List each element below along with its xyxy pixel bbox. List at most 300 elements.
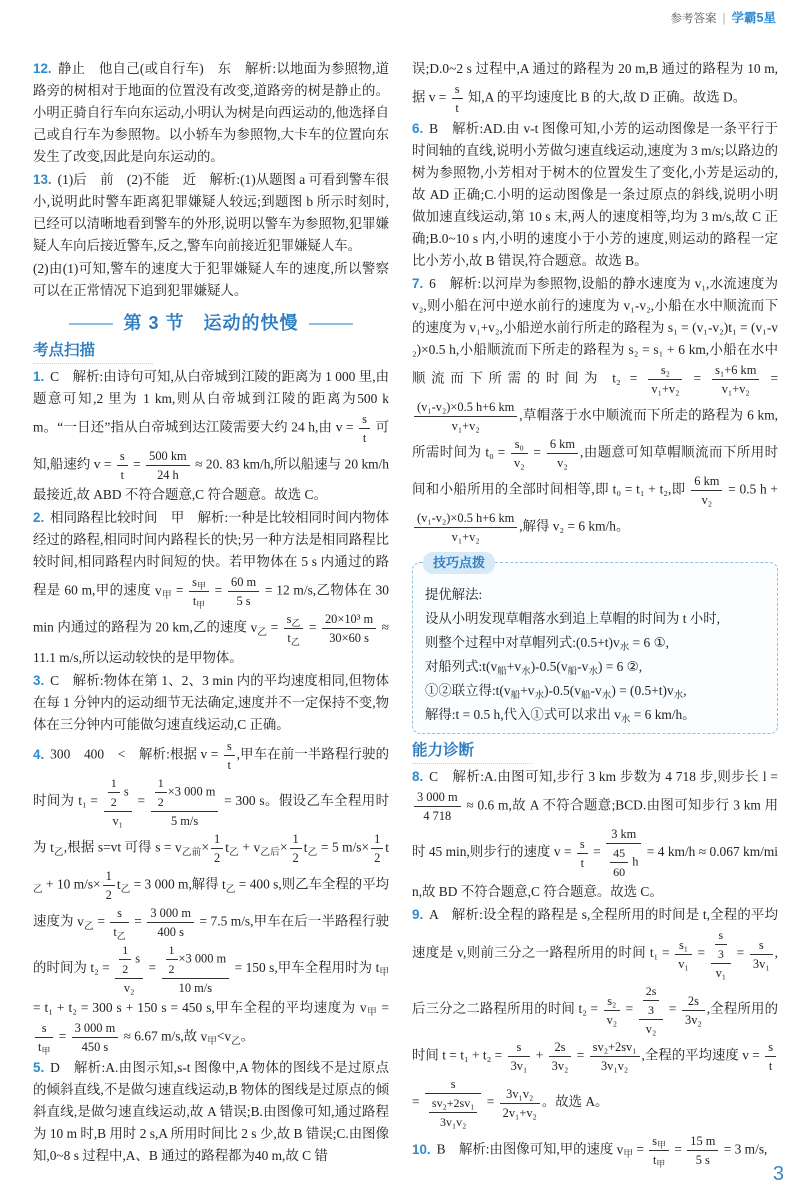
fraction-numerator xyxy=(322,611,376,629)
fraction-denominator xyxy=(577,854,588,871)
text-run: 5 s xyxy=(236,594,251,608)
answer-item xyxy=(33,737,389,1056)
fraction-numerator xyxy=(750,937,773,955)
question-number: 10. xyxy=(412,1141,431,1157)
text-run: ,全程所用的时间 t = t₁ + t₂ = xyxy=(412,1001,779,1063)
text-run: 500 km xyxy=(149,449,187,463)
symbol: $t_乙$ xyxy=(225,839,239,858)
fraction xyxy=(508,1039,531,1074)
fraction-denominator xyxy=(429,1113,477,1130)
text-run: 相同路程比较时间 甲 解析:一种是比较相同时间内物体经过的路程,相同时间内路程长的快;另一种方法是相同路程比较时间,相同路程内时间短的快。若甲物体在 5 s 内通过的路程是 60 m,甲的速度 xyxy=(33,510,389,598)
fraction xyxy=(549,1039,572,1074)
fraction xyxy=(606,826,641,880)
text-run: ①②联立得:t( xyxy=(425,683,504,698)
fraction xyxy=(115,942,143,996)
text-run: = xyxy=(412,1094,423,1110)
text-run: 1 xyxy=(214,832,221,846)
question-number: 4. xyxy=(33,746,45,762)
subscript: 甲 xyxy=(656,1159,666,1169)
text-run: 6 km xyxy=(549,437,575,451)
symbol: $t_乙$ xyxy=(50,839,64,858)
fraction-numerator xyxy=(414,399,517,417)
text-run: 3v₁ xyxy=(752,956,770,971)
text-run: 15 m xyxy=(690,1134,716,1148)
text-run: s₁ xyxy=(678,937,689,952)
text-run: = 5 m/s× xyxy=(317,839,370,855)
text-run: ,根据 s=vt 可得 s = xyxy=(63,839,175,855)
subscript: 甲 xyxy=(196,581,206,591)
tip-box xyxy=(412,555,778,734)
text-run: 3v₁v₂ xyxy=(600,1059,629,1073)
fraction xyxy=(359,411,370,446)
fraction xyxy=(211,831,223,866)
text-run: 设从小明发现草帽落水到追上草帽的时间为 t 小时, xyxy=(425,611,720,626)
symbol: $v_船$ xyxy=(560,659,578,677)
subscript: 乙 xyxy=(290,637,300,647)
subscript: 船 xyxy=(567,666,578,677)
fraction-numerator xyxy=(284,611,304,629)
fraction-numerator xyxy=(371,831,383,849)
text-run: s xyxy=(758,937,764,952)
subscript: 乙 xyxy=(120,883,131,895)
fraction xyxy=(675,937,692,972)
answer-item xyxy=(33,507,389,669)
text-run: v₂ xyxy=(606,1012,618,1027)
text-run: s xyxy=(768,1040,774,1054)
text-run: = xyxy=(761,370,779,386)
text-run: = 6 km/h。 xyxy=(630,707,696,722)
subscript: 甲 xyxy=(196,600,206,610)
fraction xyxy=(162,942,230,996)
fraction xyxy=(429,1095,477,1130)
symbol: $v_乙$ xyxy=(77,913,94,932)
text-run: + 10 m/s× xyxy=(42,876,101,892)
symbol: $t_甲$ xyxy=(375,960,390,979)
text-run: )-0.5( xyxy=(544,683,575,698)
text-run: 2s xyxy=(554,1040,566,1054)
fraction xyxy=(147,905,194,940)
tip-line xyxy=(425,607,767,631)
tip-line xyxy=(425,631,767,655)
fraction-denominator xyxy=(604,1011,621,1028)
text-run: s xyxy=(41,1021,47,1035)
text-run: = xyxy=(172,582,188,598)
text-run: s xyxy=(516,1040,522,1054)
text-run: = xyxy=(671,1141,686,1157)
subscript: 乙 xyxy=(225,883,236,895)
subsection-heading: 考点扫描 xyxy=(33,340,153,364)
text-run: (2)由(1)可知,警车的速度大于犯罪嫌疑人车的速度,所以警察可以在正常情况下追到犯罪嫌疑人。 xyxy=(33,261,389,298)
fraction xyxy=(639,983,664,1037)
fraction-numerator xyxy=(549,1039,572,1057)
fraction-numerator xyxy=(765,1039,776,1057)
subscript: 水 xyxy=(521,666,531,677)
fraction xyxy=(414,399,517,434)
fraction-denominator xyxy=(648,380,682,397)
fraction-numerator xyxy=(712,362,759,380)
fraction-denominator xyxy=(414,417,517,434)
fraction-numerator xyxy=(604,993,621,1011)
text-run: = 12 m/s,乙物体在 30 min 内通过的路程为 20 km,乙的速度 xyxy=(33,582,390,635)
text-run: t xyxy=(120,468,125,482)
text-run: 2 xyxy=(292,851,299,865)
fraction-numerator xyxy=(147,905,194,923)
text-run: v₂ xyxy=(514,456,525,470)
fraction xyxy=(104,775,132,829)
fraction-numerator xyxy=(715,927,727,945)
answer-item xyxy=(412,118,778,272)
answer-item xyxy=(412,766,778,903)
fraction xyxy=(712,362,759,397)
subscript: 水 xyxy=(534,690,545,701)
fraction-denominator xyxy=(452,99,463,116)
text-run: + xyxy=(520,683,528,698)
fraction-numerator xyxy=(228,574,259,592)
fraction xyxy=(119,942,131,977)
text-run: - xyxy=(577,659,582,674)
text-run: ,全程的平均速度 v = xyxy=(641,1047,764,1063)
text-run: = xyxy=(684,370,711,386)
symbol: $t_甲$ xyxy=(192,594,206,610)
text-run: sv₂+2sv₁ xyxy=(431,1096,475,1110)
subscript: 乙 xyxy=(116,931,126,941)
fraction-numerator xyxy=(224,738,235,756)
answer-paragraph xyxy=(33,258,389,302)
text-run: ,由题意可知草帽顺流而下所用时间和小船所用的全部时间相等,即 t₀ = t₁ + t₂,即 xyxy=(412,444,778,497)
subscript: 乙 xyxy=(228,846,239,858)
text-run: s xyxy=(117,906,122,920)
text-run: s xyxy=(450,1077,456,1091)
subscript: 水 xyxy=(588,666,598,677)
symbol: $v_船$ xyxy=(490,659,507,677)
text-run: = xyxy=(589,844,605,860)
text-run: 24 h xyxy=(157,468,179,482)
text-run: = 150 s,甲车全程用时为 xyxy=(231,960,376,976)
text-run: s xyxy=(718,928,724,942)
text-run: (1)后 前 (2)不能 近 解析:(1)从题图 a 可看到警车很小,说明此时警车距离犯罪嫌疑人较远;到题图 b 所示时刻时,已经可以清晰地看到警车的外形,说明以警车为参照物,犯罪嫌疑人车向后接近警车,反之,警车向前接近犯罪嫌疑人车。 xyxy=(33,172,389,253)
text-run: = xyxy=(633,1141,648,1157)
answer-item xyxy=(33,58,389,168)
fraction-denominator xyxy=(643,1001,660,1018)
fraction xyxy=(166,942,178,977)
fraction xyxy=(610,845,628,880)
question-number: 5. xyxy=(33,1060,45,1075)
text-run: t xyxy=(580,855,585,870)
fraction xyxy=(715,927,727,962)
answer-item xyxy=(412,904,778,1131)
symbol: $t_甲$ xyxy=(652,1153,666,1169)
fraction-denominator xyxy=(691,491,722,508)
question-number: 1. xyxy=(33,369,45,384)
text-run: v₂ xyxy=(701,493,713,507)
fraction-numerator xyxy=(146,448,190,466)
fraction xyxy=(711,927,731,981)
text-run: 。 xyxy=(240,1028,255,1044)
text-run: 3 000 m xyxy=(74,1021,116,1035)
fraction-numerator xyxy=(429,1095,477,1113)
subscript: 水 xyxy=(601,690,612,701)
text-run: ×3 000 m xyxy=(167,784,216,799)
fraction-numerator xyxy=(682,993,705,1011)
left-column xyxy=(33,58,389,1186)
fraction-numerator xyxy=(162,942,230,979)
text-run: s₂ xyxy=(660,363,670,377)
fraction-denominator xyxy=(549,1057,572,1074)
text-run: 6 km xyxy=(694,474,720,488)
fraction-denominator xyxy=(750,955,773,972)
answer-item xyxy=(412,273,778,546)
fraction xyxy=(750,937,773,972)
fraction xyxy=(452,81,463,116)
text-run: 2s xyxy=(645,984,657,998)
symbol: $v_甲$ xyxy=(200,1028,217,1047)
text-run: v₁ xyxy=(715,966,727,980)
text-run: + xyxy=(506,659,515,674)
text-run: B 解析:AD.由 v-t 图像可知,小芳的运动图像是一条平行于时间轴的直线,说明小芳做匀速直线运动,速度为 3 m/s;以路边的树为参照物,小芳相对于树木的位置发生了变化,小芳是运动的,故 AD 正确;C.小明的运动图像是一条过原点的斜线,说明小明做加速直线运动,第 10 s 末,两人的速度相等,均为 3 m/s,故 C 正确;B.0~10 s 内,小明的速度小于小芳的速度,则运动的路程一定比小芳小,故 B 错误,符合题意。故选 B。 xyxy=(412,121,778,268)
text-run: 2 xyxy=(214,851,221,865)
symbol: $s_甲$ xyxy=(652,1134,666,1150)
fraction-denominator xyxy=(590,1057,640,1074)
symbol: $v_甲$ xyxy=(154,582,173,601)
text-run: 1 xyxy=(157,776,164,790)
text-run: C 解析:由诗句可知,从白帝城到江陵的距离为 1 000 里,由题意可知,2 里为 1 km,则从白帝城到江陵的距离为500 km。“一日还”指从白帝城到达江陵需要大约 24 h,由 v = xyxy=(33,369,389,435)
fraction-numerator xyxy=(711,927,731,964)
fraction-numerator xyxy=(452,81,463,99)
text-run: s xyxy=(132,951,141,966)
tip-line xyxy=(425,655,767,679)
subscript: 甲 xyxy=(623,1148,633,1160)
symbol: $s_甲$ xyxy=(192,575,206,591)
text-run: 5 s xyxy=(695,1153,710,1167)
text-run: h xyxy=(629,854,639,869)
fraction-denominator xyxy=(639,1020,664,1037)
question-number: 13. xyxy=(33,172,52,187)
text-run: < xyxy=(216,1028,225,1044)
fraction-denominator xyxy=(35,1038,53,1055)
tip-line xyxy=(425,679,767,703)
text-run: = 3 000 m,解得 xyxy=(130,876,223,892)
fraction-denominator xyxy=(146,466,190,483)
fraction-denominator xyxy=(371,849,383,866)
text-run: 30×60 s xyxy=(329,631,369,645)
text-run: = xyxy=(129,456,145,472)
text-run: t xyxy=(455,101,459,115)
fraction xyxy=(682,993,705,1028)
subscript: 乙 xyxy=(53,846,64,858)
text-run: 3v₁ xyxy=(510,1059,528,1073)
fraction xyxy=(500,1086,540,1121)
subscript: 乙后 xyxy=(260,846,280,858)
symbol: $t_乙$ xyxy=(287,631,300,647)
fraction-denominator xyxy=(414,807,461,824)
fraction xyxy=(687,1133,718,1168)
text-run: = xyxy=(622,1001,637,1017)
text-run: 2 xyxy=(168,962,175,976)
text-run: 2 xyxy=(122,962,129,976)
fraction-numerator xyxy=(119,942,131,960)
fraction-numerator xyxy=(155,775,167,793)
subscript: 甲 xyxy=(366,1007,378,1018)
fraction xyxy=(604,993,621,1028)
text-run: v₂ xyxy=(123,981,135,995)
fraction-numerator xyxy=(606,826,641,844)
fraction xyxy=(371,831,383,866)
fraction xyxy=(590,1039,640,1074)
fraction-denominator xyxy=(290,849,302,866)
text-run: + xyxy=(238,839,254,855)
text-run: = xyxy=(377,1000,390,1015)
text-run: 3v₁v₂ xyxy=(439,1115,467,1129)
symbol: $v_甲$ xyxy=(616,1141,633,1160)
text-run: 解得:t = 0.5 h,代入①式可以求出 xyxy=(425,707,615,722)
text-run: s xyxy=(454,82,460,96)
fraction-denominator xyxy=(162,979,230,996)
subscript: 船 xyxy=(497,666,507,677)
text-run: 6 解析:以河岸为参照物,设船的静水速度为 v₁,水流速度为 v₂,则小船在河中逆水前行的速度为 v₁-v₂,小船在水中顺流而下的速度为 v₁+v₂,小船逆水前行所走的路程为 s₁ = (v₁-v₂)t₁ = (v₁-v₂)×0.5 h,小船顺流而下所走的路程为 s₂ = s₁ + 6 km,小船在水中顺流而下所需的时间为 t₂ = xyxy=(412,276,778,386)
section-title xyxy=(33,312,389,334)
text-run: D 解析:A.由图示知,s-t 图像中,A 物体的图线不是过原点的倾斜直线,不是做匀速直线运动,B 物体的图线是过原点的倾斜直线,是做匀速直线运动,故 A 错误;B.由图像可知,通过路程为 10 m 时,B 用时 2 s,A 所用时间比 2 s 少,故 B 错误;C.由图像知,0~8 s 过程中,A、B 通过的路程都为40 m,故 C 错 xyxy=(33,1060,389,1163)
text-run: v₂ xyxy=(645,1022,657,1036)
text-run: = xyxy=(665,1001,681,1017)
text-run: ,草帽落于水中顺流而下所走的路程为 6 km,所需时间为 t₀ = xyxy=(412,407,778,460)
fraction-denominator xyxy=(711,964,731,981)
text-run: ,甲车在前一半路程行驶的时间为 t₁ = xyxy=(33,746,389,809)
fraction-denominator xyxy=(108,793,120,810)
fraction-numerator xyxy=(115,942,143,979)
text-run: = xyxy=(305,619,320,635)
fraction xyxy=(151,775,219,829)
fraction-denominator xyxy=(115,979,143,996)
text-run: t xyxy=(768,1059,773,1073)
text-run: = xyxy=(693,945,709,961)
subscript: 乙 xyxy=(307,846,318,858)
subscript: 甲 xyxy=(379,967,390,979)
fraction-denominator xyxy=(610,863,628,880)
symbol: $t_乙$ xyxy=(116,876,131,895)
answer-item xyxy=(33,1057,389,1167)
symbol: $v_水$ xyxy=(595,683,612,701)
symbol: $s_乙$ xyxy=(286,612,301,628)
text-run: 2 xyxy=(110,795,117,809)
subscript: 乙 xyxy=(291,618,301,628)
text-run: 3v₂ xyxy=(685,1012,702,1027)
fraction-denominator xyxy=(284,629,304,646)
text-run: = 6 ①, xyxy=(629,635,669,650)
subscript: 水 xyxy=(673,690,684,701)
text-run: 知,A 的平均速度比 B 的大,故 D 正确。故选 D。 xyxy=(464,89,747,105)
fraction-numerator xyxy=(103,868,115,886)
fraction xyxy=(414,789,461,824)
fraction-numerator xyxy=(643,983,660,1001)
answer-item xyxy=(33,169,389,257)
symbol: $t_乙$ xyxy=(303,839,318,858)
fraction-numerator xyxy=(110,905,128,923)
fraction-denominator xyxy=(147,923,194,940)
text-run: v₁+v₂ xyxy=(451,419,480,433)
text-run: 3 xyxy=(648,1003,655,1017)
text-run: = xyxy=(267,619,282,635)
text-run: ×3 000 m xyxy=(178,951,227,966)
fraction xyxy=(155,775,167,810)
fraction xyxy=(103,868,115,903)
right-column xyxy=(412,58,779,1169)
fraction-denominator xyxy=(606,844,641,880)
fraction xyxy=(108,775,120,810)
fraction-denominator xyxy=(104,812,132,829)
text-run: = xyxy=(573,1047,588,1063)
fraction-numerator xyxy=(590,1039,640,1057)
subsection-heading: 能力诊断 xyxy=(412,740,532,764)
fraction-numerator xyxy=(610,845,628,863)
text-run: ≈ 0.6 m,故 A 不符合题意;BCD.由图可知步行 3 km 用时 45 min,则步行的速度 v = xyxy=(412,797,778,860)
symbol: $t_乙$ xyxy=(113,925,126,941)
text-run: 3v₂ xyxy=(551,1059,569,1073)
question-number: 12. xyxy=(33,61,52,76)
fraction-denominator xyxy=(151,812,219,829)
symbol: $v_{乙前}$ xyxy=(175,839,202,858)
symbol: $t_乙$ xyxy=(222,876,236,895)
fraction xyxy=(322,611,376,646)
text-run: 1 xyxy=(292,832,299,846)
text-run: v₁+v₂ xyxy=(651,382,680,396)
text-run: × xyxy=(279,839,288,855)
question-number: 2. xyxy=(33,510,45,525)
text-run: s₀ xyxy=(514,437,524,451)
page-header xyxy=(671,8,776,26)
fraction-denominator xyxy=(500,1104,540,1121)
text-run: s xyxy=(119,449,125,463)
subscript: 乙 xyxy=(231,1035,241,1047)
text-run: = 0.5 h + xyxy=(724,481,778,497)
fraction-denominator xyxy=(211,849,223,866)
fraction-denominator xyxy=(72,1038,119,1055)
fraction xyxy=(765,1039,776,1074)
fraction-numerator xyxy=(359,411,370,429)
fraction-numerator xyxy=(414,510,517,528)
text-run: ,后三分之二路程所用的时间 t₂ = xyxy=(412,945,778,1017)
subscript: 甲 xyxy=(41,1046,51,1056)
fraction-numerator xyxy=(108,775,120,793)
text-run: ≈ 20. 83 km/h,所以船速与 20 km/h 最接近,故 ABD 不符合题意,C 符合题意。故选 C。 xyxy=(33,456,390,502)
section-title-text: 第 3 节 运动的快慢 xyxy=(123,313,299,333)
text-run: 2 xyxy=(157,795,164,809)
fraction-numerator xyxy=(691,473,722,491)
subscript: 水 xyxy=(619,642,630,653)
fraction-numerator xyxy=(648,362,682,380)
text-run: v₁ xyxy=(678,956,689,971)
fraction xyxy=(547,436,578,471)
text-run: = t₁ + t₂ = 300 s + 150 s = 450 s,甲车全程的平均速度为 xyxy=(33,1000,360,1015)
brand-name: 学霸5星 xyxy=(731,11,776,25)
text-run: ≈ 11.1 m/s,所以运动较快的是甲物体。 xyxy=(33,619,390,665)
fraction-numerator xyxy=(117,448,128,466)
fraction-denominator xyxy=(119,960,131,977)
fraction-numerator xyxy=(211,831,223,849)
text-run: 20×10³ m xyxy=(324,612,374,626)
text-run: 3 km xyxy=(611,827,637,841)
symbol: $v_水$ xyxy=(612,635,630,653)
tip-line xyxy=(425,583,767,607)
fraction-numerator xyxy=(687,1133,718,1151)
subscript: 乙 xyxy=(83,920,94,932)
text-run: 2s xyxy=(687,993,699,1008)
fraction xyxy=(643,983,660,1018)
fraction-numerator xyxy=(511,436,528,454)
fraction-numerator xyxy=(104,775,132,812)
fraction-numerator xyxy=(35,1020,53,1038)
fraction-numerator xyxy=(639,983,664,1020)
text-run: 5 m/s xyxy=(171,814,199,828)
